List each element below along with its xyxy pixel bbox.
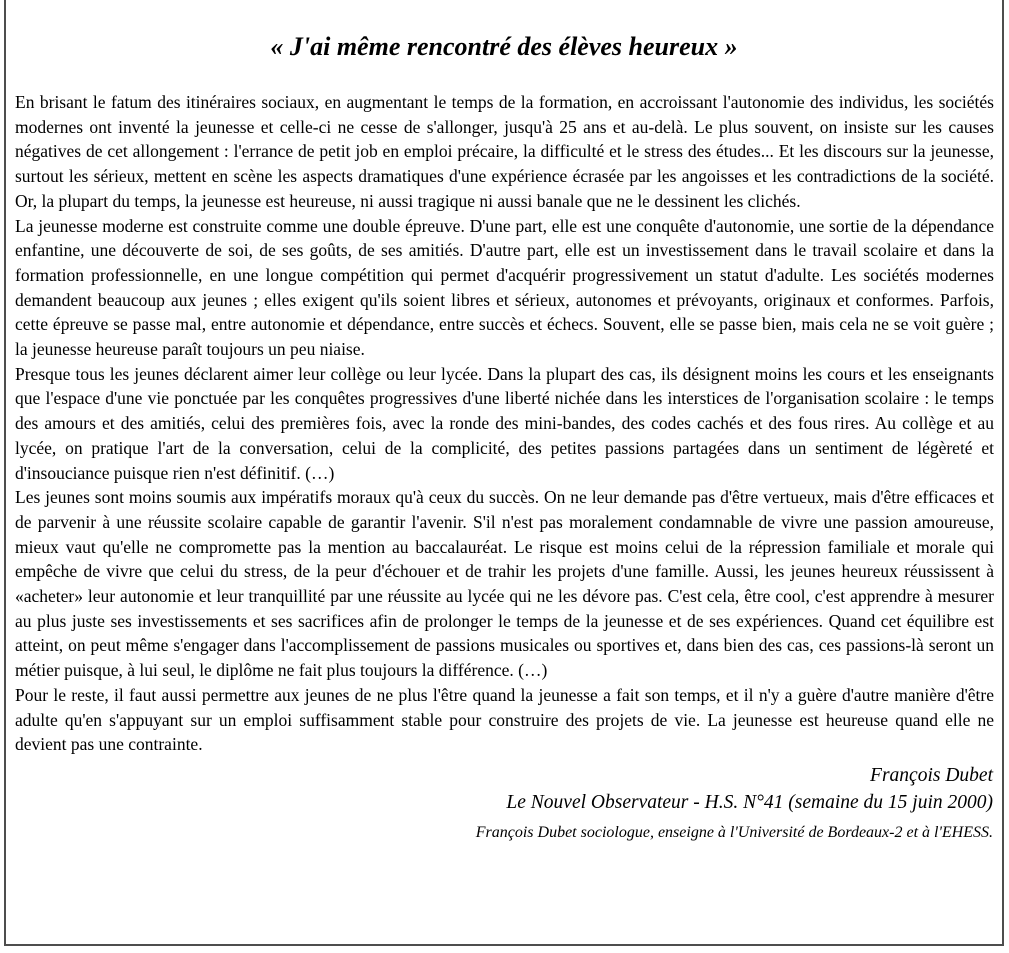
article-title: « J'ai même rencontré des élèves heureux »	[270, 32, 738, 61]
article-paragraph: Pour le reste, il faut aussi permettre aux jeunes de ne plus l'être quand la jeunesse a fait son temps, et il n'y a guère d'autre manière d'être adulte qu'en s'appuyant sur un emploi suffisamment stable pour construire des projets de vie. La jeunesse est heureuse quand elle ne devient pas une contrainte.	[15, 684, 994, 755]
author-name: François Dubet	[870, 764, 993, 786]
article-paragraph: La jeunesse moderne est construite comme une double épreuve. D'une part, elle est une conquête d'autonomie, une sortie de la dépendance enfantine, une découverte de soi, de ses goûts, de ses amitiés. D'autre part, elle est un investissement dans le travail scolaire et dans la formation professionnelle, en une longue compétition qui permet d'acquérir progressivement un statut d'adulte. Les sociétés modernes demandent beaucoup aux jeunes ; elles exigent qu'ils soient libres et sérieux, autonomes et prévoyants, originaux et conformes. Parfois, cette épreuve se passe mal, entre autonomie et dépendance, entre succès et échecs. Souvent, elle se passe bien, mais cela ne se voit guère ; la jeunesse heureuse paraît toujours un peu niaise.	[15, 215, 994, 360]
source-citation: Le Nouvel Observateur - H.S. N°41 (semaine du 15 juin 2000)	[506, 791, 993, 813]
author-note: François Dubet sociologue, enseigne à l'Université de Bordeaux-2 et à l'EHESS.	[475, 823, 993, 841]
document-frame	[4, 0, 1004, 946]
signature-block	[6, 763, 1002, 843]
article-paragraph: Presque tous les jeunes déclarent aimer leur collège ou leur lycée. Dans la plupart des cas, ils désignent moins les cours et les enseignants que l'espace d'une vie ponctuée par les conquêtes progressives d'une liberté nichée dans les interstices de l'organisation scolaire : le temps des amours et des amitiés, celui des premières fois, avec la ronde des mini-bandes, des codes cachés et des fous rires. Au collège et au lycée, on pratique l'art de la conversation, celui de la complicité, des petites passions partagées dans un sentiment de légèreté et d'insouciance puisque rien n'est définitif. (…)	[15, 363, 994, 483]
article-paragraph: En brisant le fatum des itinéraires sociaux, en augmentant le temps de la formation, en accroissant l'autonomie des individus, les sociétés modernes ont inventé la jeunesse et celle-ci ne cesse de s'allonger, jusqu'à 25 ans et au-delà. Le plus souvent, on insiste sur les causes négatives de cet allongement : l'errance de petit job en emploi précaire, la difficulté et le stress des études... Et les discours sur la jeunesse, surtout les sérieux, mettent en scène les aspects dramatiques d'une expérience écrasée par les angoisses et les contradictions de la société. Or, la plupart du temps, la jeunesse est heureuse, ni aussi tragique ni aussi banale que ne le dessinent les clichés.	[15, 92, 994, 211]
article-paragraph: Les jeunes sont moins soumis aux impératifs moraux qu'à ceux du succès. On ne leur demande pas d'être vertueux, mais d'être efficaces et de parvenir à une réussite scolaire capable de garantir l'avenir. S'il n'est pas moralement condamnable de vivre une passion amoureuse, mieux vaut qu'elle ne compromette pas la mention au baccalauréat. Le risque est moins celui de la répression familiale et morale qui empêche de vivre que celui du stress, de la peur d'échouer et de trahir les projets d'une famille. Aussi, les jeunes heureux réussissent à «acheter» leur autonomie et leur tranquillité par une réussite au lycée qui ne les dévore pas. C'est cela, être cool, c'est apprendre à mesurer au plus juste ses investissements et ses sacrifices afin de prolonger le temps de la jeunesse et de ses expériences. Quand cet équilibre est atteint, on peut même s'engager dans l'accomplissement de passions musicales ou sportives et, dans bien des cas, ces passions-là seront un métier puisque, à lui seul, le diplôme ne fait plus toujours la différence. (…)	[15, 487, 994, 681]
article-body	[6, 90, 1002, 757]
